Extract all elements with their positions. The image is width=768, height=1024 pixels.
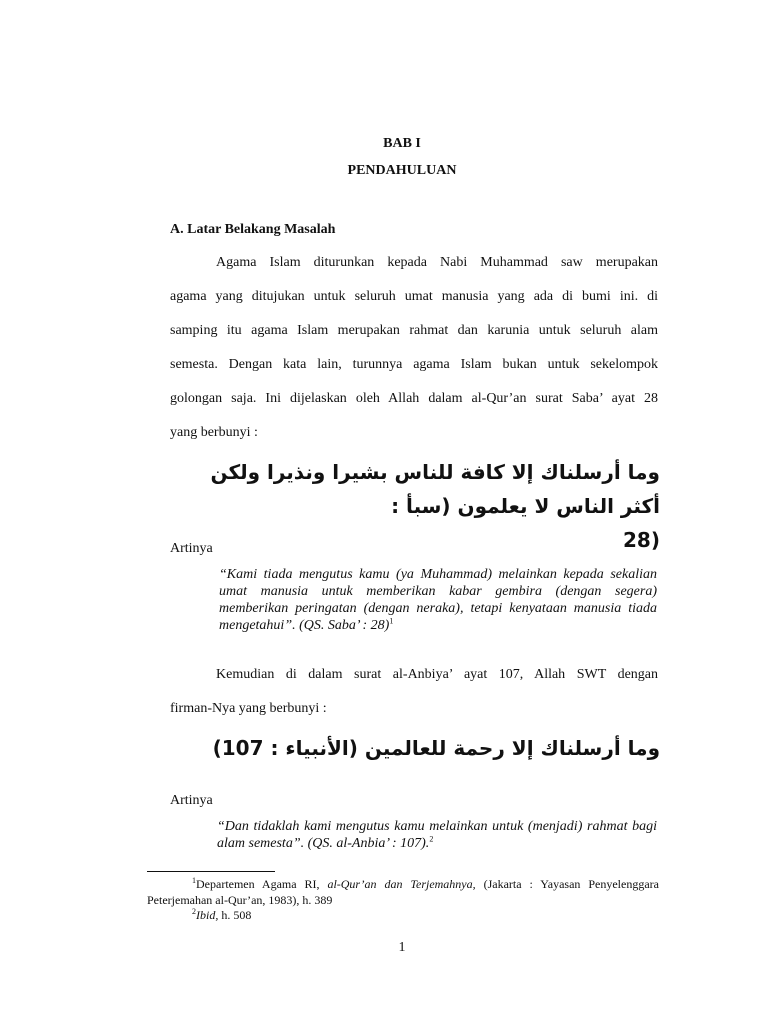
footnote-ref: 2 (429, 834, 434, 844)
paragraph-line: Agama Islam diturunkan kepada Nabi Muhammad saw merupakan (216, 255, 658, 270)
arabic-verse-1 (170, 455, 660, 557)
section-heading: A. Latar Belakang Masalah (170, 222, 336, 237)
translation-quote-1 (219, 566, 657, 634)
footnote-text: (Jakarta : Yayasan Penyelenggara Peterjemahan al-Qur’an, 1983), h. 389 (147, 877, 659, 907)
page-number: 1 (398, 940, 406, 955)
quote-text: “Dan tidaklah kami mengutus kamu melainkan untuk (menjadi) rahmat bagi alam semesta”. (QS. al-Anbia’ : 107). (217, 819, 657, 851)
paragraph-line: semesta. Dengan kata lain, turunnya agama Islam bukan untuk sekelompok (170, 357, 658, 372)
arabic-verse-line-2 (170, 523, 660, 557)
chapter-label: BAB I (383, 136, 421, 151)
footnote-title: Ibid, (196, 908, 219, 922)
translation-quote-2 (217, 818, 657, 852)
arabic-verse-2 (170, 731, 660, 765)
paragraph-line: yang berbunyi : (170, 425, 258, 440)
verse-paren: ( (650, 528, 660, 552)
translation-label: Artinya (170, 541, 213, 556)
arabic-verse-text: وما أرسلناك إلا رحمة للعالمين (الأنبياء : (270, 736, 660, 760)
verse-number: 107 (221, 736, 264, 760)
paragraph-2 (170, 658, 658, 726)
translation-label: Artinya (170, 793, 213, 808)
paragraph-1 (170, 246, 658, 450)
footnote-title: al-Qur’an dan Terjemahnya, (327, 877, 476, 891)
verse-paren: ) (212, 736, 222, 760)
paragraph-line: firman-Nya yang berbunyi : (170, 701, 327, 716)
verse-number: 28 (623, 528, 651, 552)
footnote-1 (147, 876, 659, 908)
quote-text: “Kami tiada mengutus kamu (ya Muhammad) melainkan kepada sekalian umat manusia untuk memberikan kabar gembira (dengan segera) memberikan peringatan (dengan neraka), tetapi kenyataan manusia tiada mengetahui”. (QS. Saba’ : 28) (219, 567, 657, 633)
paragraph-line: agama yang ditujukan untuk seluruh umat manusia yang ada di bumi ini. di (170, 289, 658, 304)
paragraph-line: samping itu agama Islam merupakan rahmat dan karunia untuk seluruh alam (170, 323, 658, 338)
paragraph-line: golongan saja. Ini dijelaskan oleh Allah dalam al-Qur’an surat Saba’ ayat 28 (170, 391, 658, 406)
footnote-2 (147, 907, 659, 923)
footnote-text: h. 508 (218, 908, 252, 922)
chapter-title: PENDAHULUAN (347, 163, 457, 178)
paragraph-line: Kemudian di dalam surat al-Anbiya’ ayat 107, Allah SWT dengan (216, 667, 658, 682)
footnote-separator (147, 871, 275, 872)
arabic-verse-line: وما أرسلناك إلا كافة للناس بشيرا ونذيرا ولكن أكثر الناس لا يعلمون (سبأ : (210, 460, 660, 518)
footnote-number: 1 (192, 876, 196, 885)
footnote-number: 2 (192, 907, 196, 916)
footnote-ref: 1 (389, 616, 394, 626)
footnote-text: Departemen Agama RI, (196, 877, 328, 891)
